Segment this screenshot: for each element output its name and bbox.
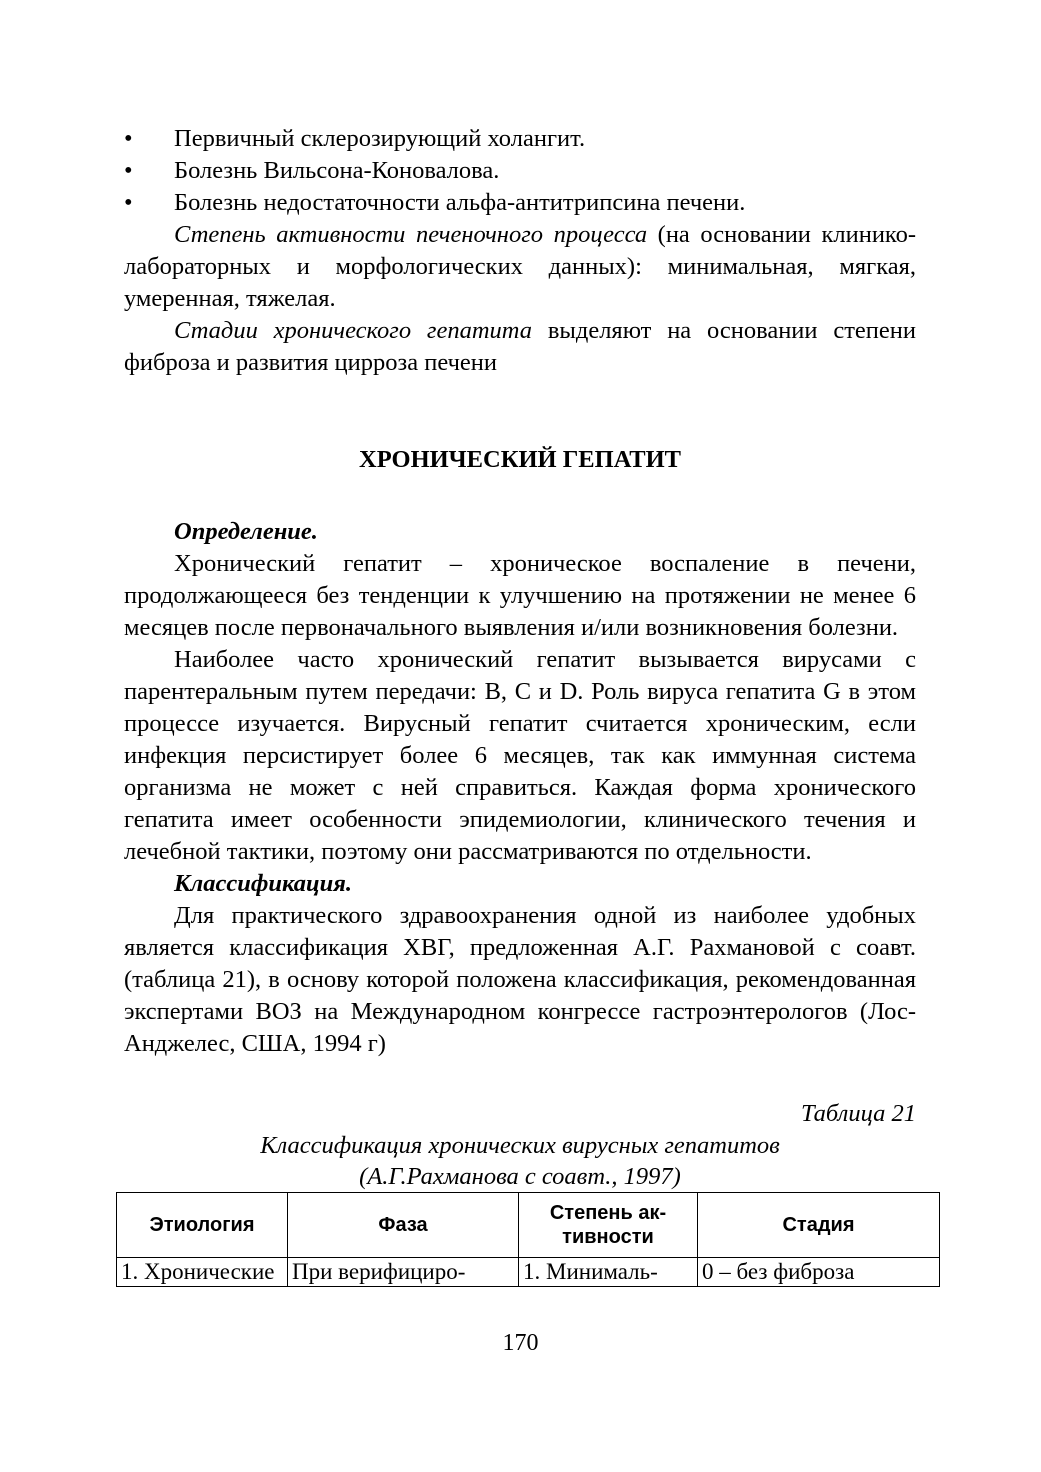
definition-paragraph-1: Хронический гепатит – хроническое воспаление в печени, продолжающееся без тенденции к улучшению на протяжении не менее 6 месяцев после первоначального выявления и/или возникновения болезни. [124, 550, 916, 641]
stages-term: Стадии хронического гепатита [174, 317, 533, 344]
bullet-item: • Первичный склерозирующий холангит. [124, 123, 916, 155]
classification-label: Классификация. [174, 870, 353, 897]
table-label: Таблица 21 [800, 1100, 916, 1127]
table-cell: При верифициро- [288, 1258, 519, 1287]
bullet-item: • Болезнь Вильсона-Коновалова. [124, 155, 916, 187]
table-cell: 1. Минималь- [519, 1258, 698, 1287]
stages-paragraph [124, 315, 916, 379]
page-number: 170 [502, 1330, 539, 1356]
section-heading: ХРОНИЧЕСКИЙ ГЕПАТИТ [359, 446, 681, 473]
table-cell: 0 – без фиброза [698, 1258, 940, 1287]
table-row [117, 1258, 940, 1287]
definition-paragraph-2: Наиболее часто хронический гепатит вызывается вирусами с парентеральным путем передачи: B, C и D. Роль вируса гепатита G в этом процессе изучается. Вирусный гепатит считается хроническим, если инфекция персистирует более 6 месяцев, так как иммунная система организма не может с ней справиться. Каждая форма хронического гепатита имеет особенности эпидемиологии, клинического течения и лечебной тактики, поэтому они рассматриваются по отдельности. [124, 646, 916, 865]
bullet-item: • Болезнь недостаточности альфа-антитрипсина печени. [124, 187, 916, 219]
bullet-list [124, 123, 916, 219]
table-caption-line-2: (А.Г.Рахманова с соавт., 1997) [359, 1163, 681, 1190]
page-content [121, 123, 916, 1287]
classification-table [116, 1192, 940, 1287]
header-etiology: Этиология [117, 1193, 288, 1258]
classification-paragraph: Для практического здравоохранения одной из наиболее удобных является классификация ХВГ, предложенная А.Г. Рахмановой с соавт. (таблица 21), в основу которой положена классификация, рекомендованная экспертами ВОЗ на Международном конгрессе гастроэнтерологов (Лос-Анджелес, США, 1994 г) [124, 902, 916, 1057]
activity-text: (на основании клинико-лабораторных и морфологических данных): минимальная, мягкая, умеренная, тяжелая. [124, 221, 916, 312]
header-activity: Степень ак-тивности [519, 1193, 698, 1258]
activity-term: Степень активности печеночного процесса [174, 221, 648, 248]
header-stage: Стадия [698, 1193, 940, 1258]
definition-label: Определение. [174, 518, 318, 545]
table-caption-line-1: Классификация хронических вирусных гепатитов [260, 1132, 780, 1159]
activity-paragraph [124, 219, 916, 315]
table-header-row [117, 1193, 940, 1258]
table-cell: 1. Хронические [117, 1258, 288, 1287]
header-phase: Фаза [288, 1193, 519, 1258]
stages-text: выделяют на основании степени фиброза и развития цирроза печени [124, 317, 916, 376]
